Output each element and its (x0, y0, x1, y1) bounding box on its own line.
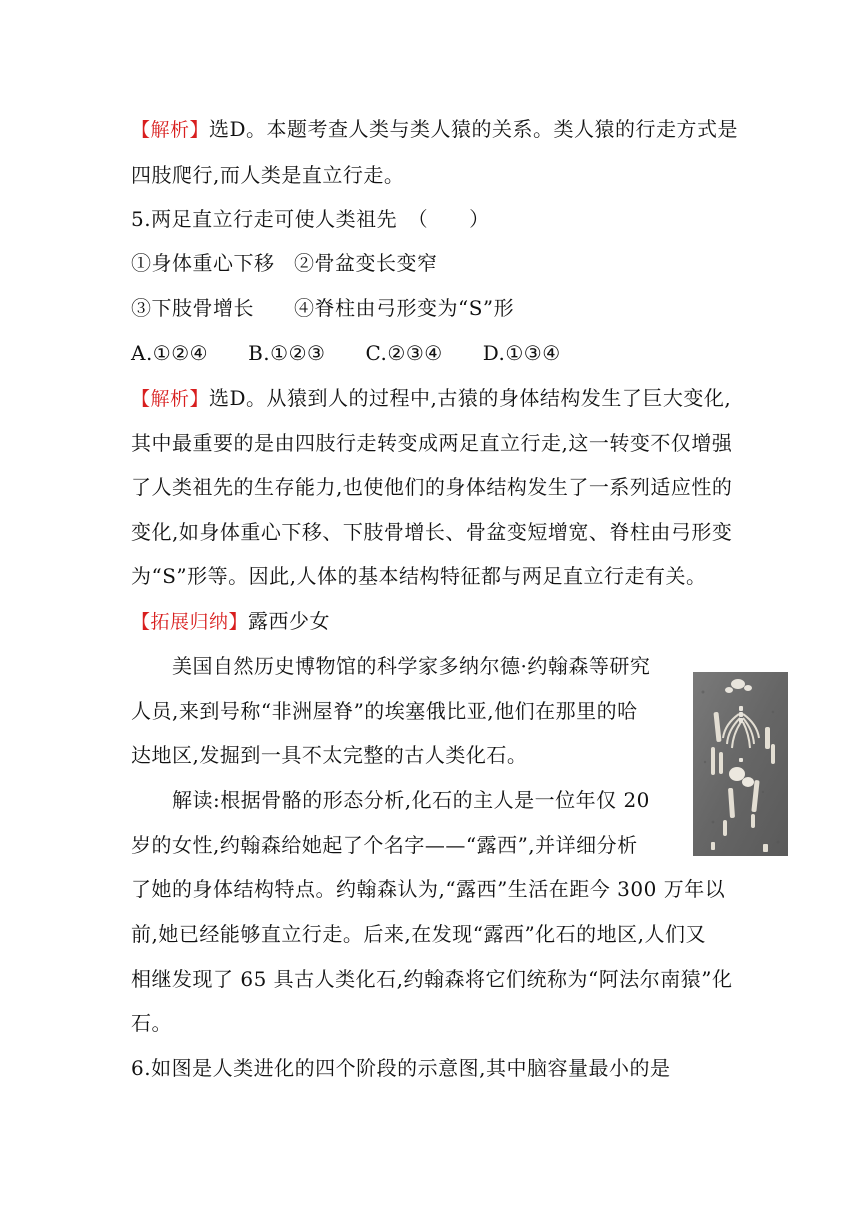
q5-analysis-line-3: 了人类祖先的生存能力,也使他们的身体结构发生了一系列适应性的 (131, 475, 733, 499)
extension-title: 露西少女 (248, 609, 331, 633)
extension-para2-line-2: 岁的女性,约翰森给她起了个名字——“露西”,并详细分析 (131, 833, 638, 857)
extension-para1-line-1: 美国自然历史博物馆的科学家多纳尔德·约翰森等研究 (172, 654, 651, 678)
question-5-items-row-1 (131, 248, 438, 278)
analysis-text: 选D。本题考查人类与类人猿的关系。类人猿的行走方式是 (209, 117, 739, 141)
item-2: ②骨盆变长变窄 (294, 251, 438, 275)
extension-para2-line-3: 了她的身体结构特点。约翰森认为,“露西”生活在距今 300 万年以 (131, 877, 726, 901)
option-a: A.①②④ (131, 341, 209, 365)
question-5-options (131, 338, 601, 368)
item-3: ③下肢骨增长 (131, 296, 254, 320)
extension-para2-line-1: 解读:根据骨骼的形态分析,化石的主人是一位年仅 20 (172, 788, 650, 812)
extension-para1-line-2: 人员,来到号称“非洲屋脊”的埃塞俄比亚,他们在那里的哈 (131, 699, 638, 723)
q5-analysis-line-4: 变化,如身体重心下移、下肢骨增长、骨盆变短增宽、脊柱由弓形变 (131, 520, 733, 544)
question-5-stem: 5.两足直立行走可使人类祖先 （ ） (131, 207, 490, 231)
analysis-tag: 【解析】 (131, 119, 210, 141)
lucy-skeleton-photo (693, 672, 788, 856)
extension-para2-line-5: 相继发现了 65 具古人类化石,约翰森将它们统称为“阿法尔南猿”化 (131, 967, 733, 991)
extension-para2-line-4: 前,她已经能够直立行走。后来,在发现“露西”化石的地区,人们又 (131, 922, 707, 946)
question-6-stem: 6.如图是人类进化的四个阶段的示意图,其中脑容量最小的是 (131, 1056, 671, 1080)
q4-analysis-line-1 (131, 114, 738, 145)
question-5-items-row-2 (131, 293, 514, 323)
extension-para2-line-6: 石。 (131, 1011, 172, 1035)
option-c: C.②③④ (365, 341, 443, 365)
extension-para1-line-3: 达地区,发掘到一具不太完整的古人类化石。 (131, 743, 528, 767)
q4-analysis-line-2: 四肢爬行,而人类是直立行走。 (131, 163, 405, 187)
item-4: ④脊柱由弓形变为“S”形 (294, 296, 515, 320)
option-b: B.①②③ (248, 341, 326, 365)
q5-analysis-line-2: 其中最重要的是由四肢行走转变成两足直立行走,这一转变不仅增强 (131, 431, 733, 455)
q5-analysis-line-1 (131, 383, 731, 414)
option-d: D.①③④ (482, 341, 561, 365)
analysis-text: 选D。从猿到人的过程中,古猿的身体结构发生了巨大变化, (209, 386, 732, 410)
item-1: ①身体重心下移 (131, 251, 275, 275)
q5-analysis-line-5: 为“S”形等。因此,人体的基本结构特征都与两足直立行走有关。 (131, 564, 707, 588)
extension-tag: 【拓展归纳】 (131, 611, 249, 633)
analysis-tag: 【解析】 (131, 388, 210, 410)
extension-heading (131, 606, 330, 637)
